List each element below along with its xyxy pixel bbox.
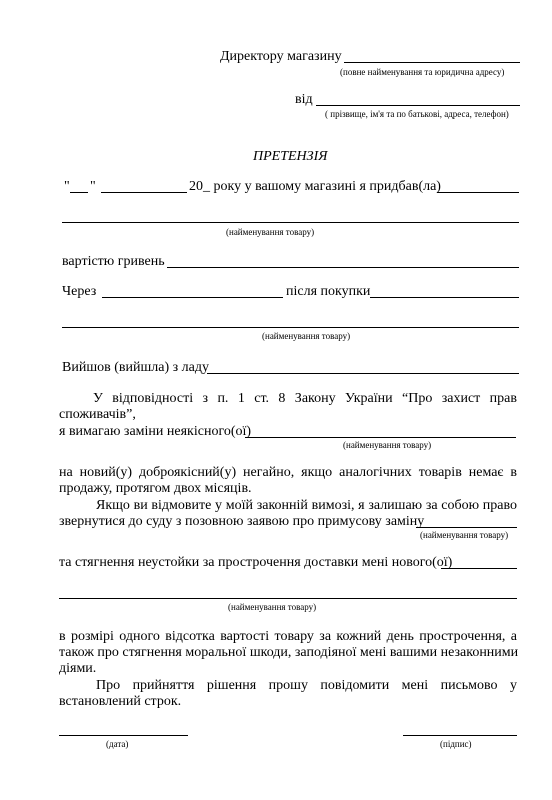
penalty-field[interactable] bbox=[441, 568, 517, 569]
quote-open: " bbox=[64, 179, 70, 194]
broke-field[interactable] bbox=[207, 373, 519, 374]
after-purchase-field[interactable] bbox=[370, 297, 519, 298]
goods-hint-5: (найменування товару) bbox=[228, 602, 317, 612]
goods-field-5[interactable] bbox=[59, 598, 517, 599]
para2-line1: на новий(у) доброякісний(у) негайно, якщо аналогічних товарів немає в bbox=[59, 465, 517, 480]
day-field[interactable] bbox=[70, 192, 88, 193]
para5-line2: встановлений строк. bbox=[59, 694, 182, 709]
period-field[interactable] bbox=[102, 297, 283, 298]
goods-hint-4: (найменування товару) bbox=[420, 530, 509, 540]
para5-line1: Про прийняття рішення прошу повідомити мені письмово у bbox=[96, 678, 517, 693]
purchase-text: 20_ року у вашому магазині я придбав(ла) bbox=[189, 179, 441, 194]
after-purchase-label: після покупки bbox=[286, 284, 371, 299]
from-hint: ( прізвище, ім'я та по батькові, адреса, телефон) bbox=[325, 109, 509, 119]
para1-line1: У відповідності з п. 1 ст. 8 Закону України “Про захист прав bbox=[93, 391, 517, 406]
date-label: (дата) bbox=[106, 739, 129, 749]
goods-field-2[interactable] bbox=[62, 327, 519, 328]
goods-hint-3: (найменування товару) bbox=[343, 440, 432, 450]
director-field[interactable] bbox=[344, 62, 520, 63]
para4-line1: в розмірі одного відсотка вартості товару за кожний день прострочення, а bbox=[59, 629, 517, 644]
para4-line3: діями. bbox=[59, 661, 97, 676]
para1-line2: споживачів”, bbox=[59, 407, 136, 422]
quote-close: " bbox=[90, 179, 96, 194]
through-label: Через bbox=[62, 284, 97, 299]
price-label: вартістю гривень bbox=[62, 254, 165, 269]
from-label: від bbox=[295, 92, 313, 107]
page-title: ПРЕТЕНЗІЯ bbox=[253, 149, 328, 164]
replacement-field[interactable] bbox=[416, 527, 517, 528]
para2-line2: продажу, протягом двох місяців. bbox=[59, 481, 252, 496]
para1-line3: я вимагаю заміни неякісного(ої) bbox=[59, 424, 252, 439]
purchase-field[interactable] bbox=[437, 192, 519, 193]
goods-hint-2: (найменування товару) bbox=[262, 331, 351, 341]
price-field[interactable] bbox=[167, 267, 519, 268]
signature-label: (підпис) bbox=[440, 739, 472, 749]
signature-field[interactable] bbox=[403, 735, 517, 736]
para3-line1: Якщо ви відмовите у моїй законній вимозі, я залишаю за собою право bbox=[96, 498, 517, 513]
director-label: Директору магазину bbox=[220, 49, 342, 64]
para4-line2: також про стягнення моральної шкоди, заподіяної мені вашими незаконними bbox=[59, 645, 519, 660]
defective-goods-field[interactable] bbox=[245, 437, 516, 438]
para3-line2: звернутися до суду з позовною заявою про примусову заміну bbox=[59, 514, 425, 529]
date-field[interactable] bbox=[59, 735, 188, 736]
director-hint: (повне найменування та юридична адресу) bbox=[340, 67, 505, 77]
penalty-label: та стягнення неустойки за прострочення доставки мені нового(ої) bbox=[59, 555, 453, 570]
month-field[interactable] bbox=[101, 192, 187, 193]
from-field[interactable] bbox=[316, 105, 520, 106]
goods-hint-1: (найменування товару) bbox=[226, 227, 315, 237]
goods-field-1[interactable] bbox=[62, 222, 519, 223]
broke-label: Вийшов (вийшла) з ладу bbox=[62, 360, 209, 375]
